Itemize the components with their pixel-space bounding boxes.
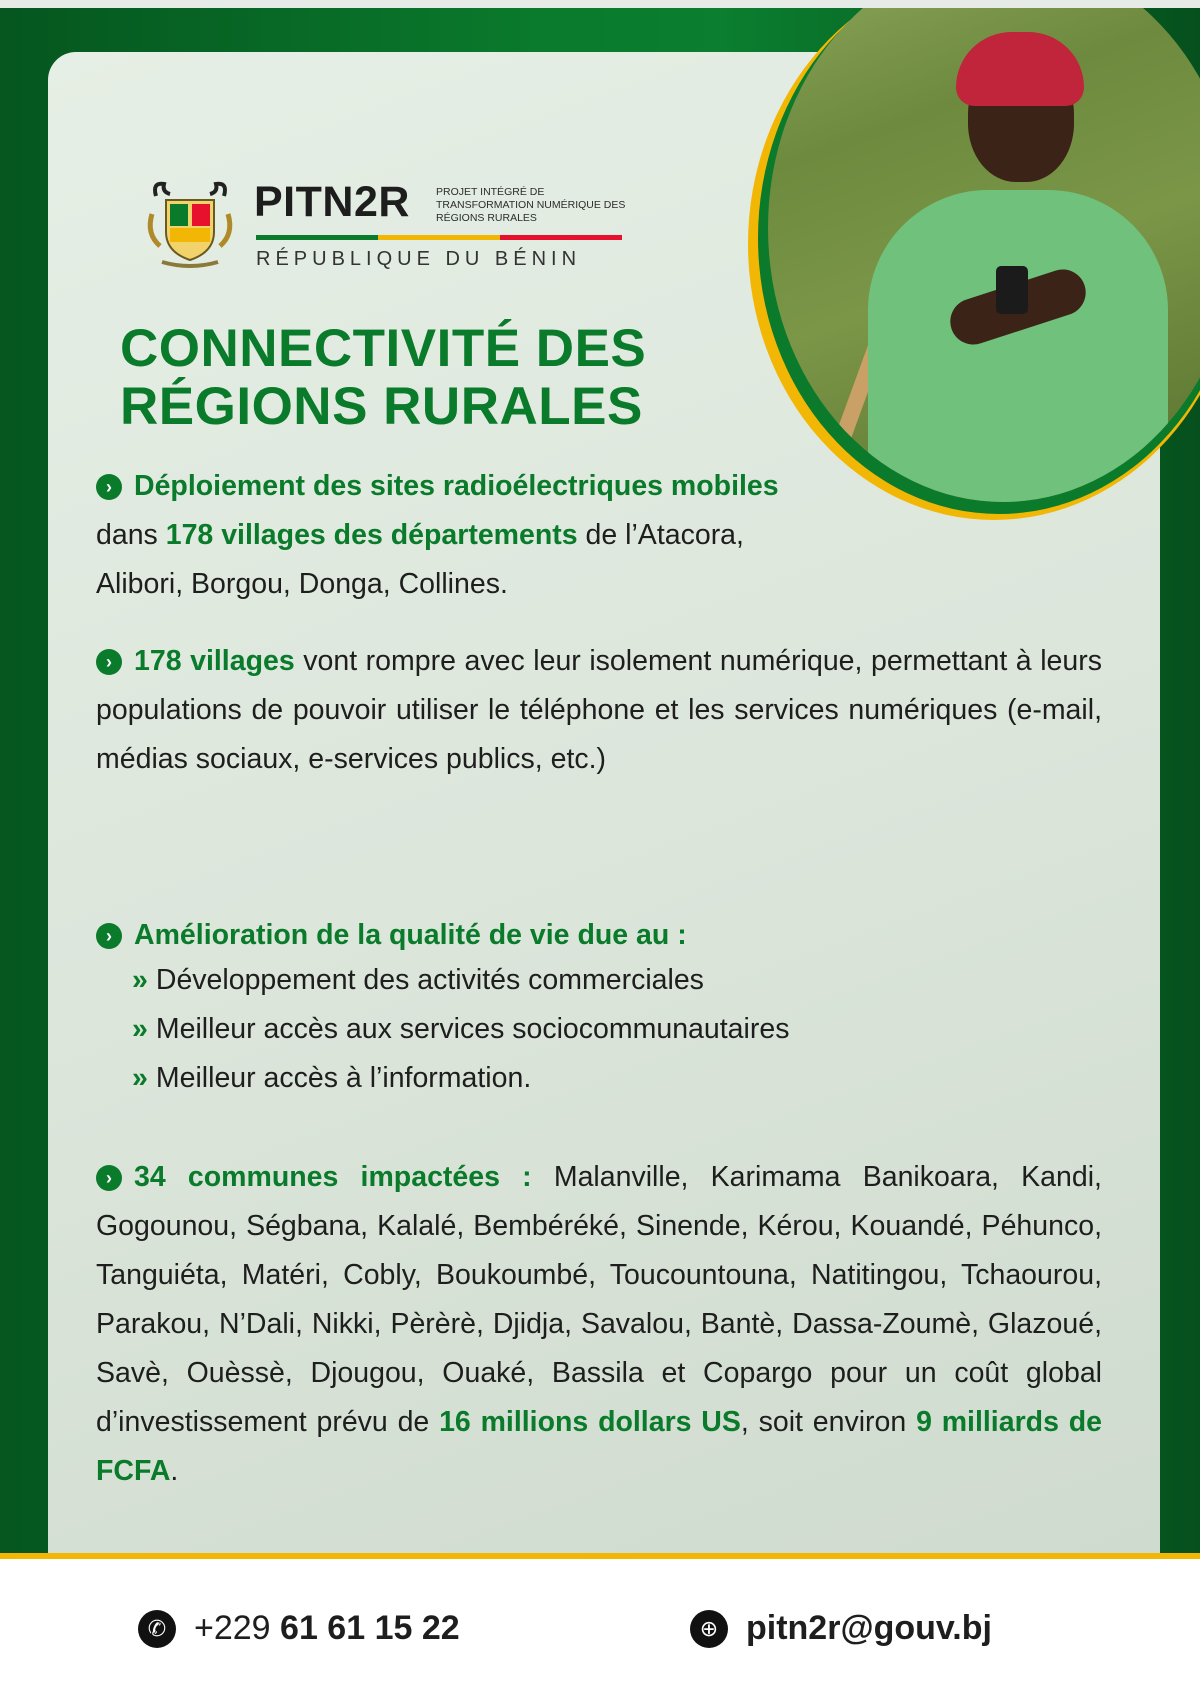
phone-icon: ✆ xyxy=(138,1610,176,1648)
chevron-right-circle-icon: › xyxy=(96,474,122,500)
mobile-phone xyxy=(996,266,1028,314)
title-line-2: RÉGIONS RURALES xyxy=(120,377,643,436)
deployment-highlight: Déploiement des sites radioélectriques mobiles xyxy=(134,470,779,502)
villages-count: 178 villages xyxy=(134,645,295,677)
list-item: » Développement des activités commerciales xyxy=(132,956,789,1005)
top-strip xyxy=(0,0,1200,8)
page-title xyxy=(120,320,646,436)
globe-icon: ⊕ xyxy=(690,1610,728,1648)
logo-name: PITN2R xyxy=(254,178,410,226)
section-quality xyxy=(96,911,1102,960)
phone-number: 61 61 15 22 xyxy=(280,1609,460,1647)
quality-heading: Amélioration de la qualité de vie due au : xyxy=(134,919,687,951)
cost-usd: 16 millions dollars US xyxy=(439,1406,741,1438)
coat-of-arms-icon xyxy=(142,174,238,270)
departments-text: de l’Atacora, Alibori, Borgou, Donga, Collines. xyxy=(96,519,744,600)
email-address: pitn2r@gouv.bj xyxy=(746,1609,992,1647)
title-line-1: CONNECTIVITÉ DES xyxy=(120,319,647,378)
logo-country: RÉPUBLIQUE DU BÉNIN xyxy=(256,248,582,270)
phone-prefix: +229 xyxy=(194,1609,271,1647)
cost-fcfa: 9 milliards de FCFA xyxy=(96,1406,1102,1487)
section-deployment xyxy=(96,462,826,609)
red-headscarf xyxy=(956,32,1084,106)
logo-subtitle: PROJET INTÉGRÉ DE TRANSFORMATION NUMÉRIQUE DES RÉGIONS RURALES xyxy=(436,186,626,224)
green-shirt xyxy=(868,190,1168,502)
cost-text: , soit environ xyxy=(740,1406,917,1438)
cost-end: . xyxy=(170,1455,179,1487)
communes-list: Malanville, Karimama Banikoara, Kandi, Gogounou, Ségbana, Kalalé, Bembéréké, Sinende, Kérou, Kouandé, Péhunco, Tanguiéta, Matéri, Cobly, Boukoumbé, Toucountouna, Natitingou, Tchaourou, Parakou, N’Dali, Nikki, Pèrèrè, Djidja, Savalou, Bantè, Dassa-Zoumè, Glazoué, Savè, Ouèssè, Djougou, Ouaké, Bassila et Copargo pour un coût global d’investissement prévu de xyxy=(96,1161,1102,1438)
chevron-right-circle-icon: › xyxy=(96,1165,122,1191)
flag-tricolor xyxy=(256,235,622,240)
quality-list xyxy=(132,956,789,1103)
footer xyxy=(0,1553,1200,1696)
section-villages xyxy=(96,637,1102,784)
deployment-text: dans xyxy=(96,519,166,551)
poster xyxy=(0,8,1200,1553)
chevron-right-circle-icon: › xyxy=(96,649,122,675)
email-contact[interactable] xyxy=(690,1609,992,1648)
phone-contact[interactable] xyxy=(138,1609,460,1648)
chevron-right-circle-icon: › xyxy=(96,923,122,949)
villages-highlight: 178 villages des départements xyxy=(165,519,578,551)
list-item: » Meilleur accès aux services sociocommunautaires xyxy=(132,1005,789,1054)
list-item: » Meilleur accès à l’information. xyxy=(132,1054,789,1103)
section-communes xyxy=(96,1153,1102,1496)
villages-text: vont rompre avec leur isolement numérique, permettant à leurs populations de pouvoir utiliser le téléphone et les services numériques (e-mail, médias sociaux, e-services publics, etc.) xyxy=(96,645,1102,775)
communes-heading: 34 communes impactées : xyxy=(134,1161,532,1193)
